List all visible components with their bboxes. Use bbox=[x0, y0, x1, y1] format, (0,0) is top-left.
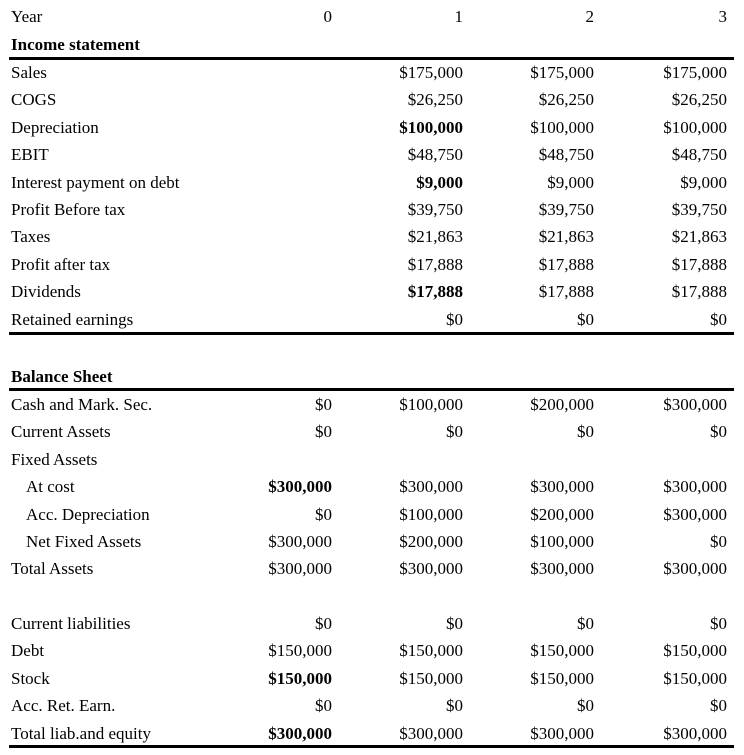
row-profit-after-tax bbox=[0, 251, 744, 278]
row-sales bbox=[0, 59, 744, 86]
acc-depreciation-year-2-value: $200,000 bbox=[530, 504, 594, 524]
debt-year-1-value: $150,000 bbox=[399, 641, 463, 661]
cogs-year-3-value: $26,250 bbox=[671, 90, 727, 110]
row-acc-ret-earn bbox=[0, 692, 744, 719]
depreciation-year-2-value: $100,000 bbox=[530, 117, 594, 137]
net-fixed-assets-year-0-value: $300,000 bbox=[268, 532, 332, 551]
dividends-year-1-value: $17,888 bbox=[407, 282, 463, 302]
year-0: 0 bbox=[323, 7, 332, 26]
total-liab-and-equity-year-3-value: $300,000 bbox=[663, 723, 727, 743]
depreciation-year-1-value: $100,000 bbox=[399, 117, 463, 137]
depreciation-year-3-value: $100,000 bbox=[663, 117, 727, 137]
dividends-label: Dividends bbox=[11, 282, 81, 302]
total-liab-and-equity-year-0-value: $300,000 bbox=[268, 723, 332, 743]
retained-earnings-year-1-value: $0 bbox=[446, 309, 463, 329]
profit-after-tax-label: Profit after tax bbox=[11, 254, 111, 274]
current-liabilities-year-2-value: $0 bbox=[577, 614, 594, 633]
current-liabilities-year-1-value: $0 bbox=[446, 614, 463, 633]
interest-payment-on-debt-year-1-value: $9,000 bbox=[416, 172, 463, 192]
total-liab-and-equity-year-2-value: $300,000 bbox=[530, 723, 594, 743]
at-cost-year-2-value: $300,000 bbox=[530, 477, 594, 497]
net-fixed-assets-year-3-value: $0 bbox=[710, 532, 727, 551]
row-cash-and-mark-sec bbox=[0, 391, 744, 418]
net-fixed-assets-year-1-value: $200,000 bbox=[399, 532, 463, 551]
row-taxes bbox=[0, 223, 744, 250]
row-current-liabilities bbox=[0, 610, 744, 637]
acc-ret-earn-year-0-value: $0 bbox=[315, 696, 332, 716]
profit-after-tax-year-1-value: $17,888 bbox=[407, 254, 463, 274]
row-at-cost bbox=[0, 473, 744, 500]
ebit-year-2-value: $48,750 bbox=[538, 145, 594, 165]
current-assets-year-2-value: $0 bbox=[577, 422, 594, 442]
income-statement-bottom-rule bbox=[9, 332, 734, 335]
total-assets-label: Total Assets bbox=[11, 559, 94, 579]
sales-year-1-value: $175,000 bbox=[399, 63, 463, 82]
cash-and-mark-sec-year-2-value: $200,000 bbox=[530, 395, 594, 414]
row-ebit bbox=[0, 141, 744, 168]
profit-before-tax-year-1-value: $39,750 bbox=[407, 200, 463, 219]
current-liabilities-label: Current liabilities bbox=[11, 614, 131, 633]
stock-label: Stock bbox=[11, 668, 50, 688]
at-cost-year-3-value: $300,000 bbox=[663, 477, 727, 497]
acc-depreciation-label: Acc. Depreciation bbox=[26, 504, 150, 524]
ebit-year-1-value: $48,750 bbox=[407, 145, 463, 165]
profit-after-tax-year-3-value: $17,888 bbox=[671, 254, 727, 274]
cash-and-mark-sec-label: Cash and Mark. Sec. bbox=[11, 395, 153, 414]
fixed-assets-label: Fixed Assets bbox=[11, 449, 98, 469]
current-assets-label: Current Assets bbox=[11, 422, 111, 442]
acc-ret-earn-label: Acc. Ret. Earn. bbox=[11, 696, 116, 716]
interest-payment-on-debt-year-3-value: $9,000 bbox=[680, 172, 727, 192]
year-header-row bbox=[0, 3, 744, 30]
row-total-assets bbox=[0, 555, 744, 582]
row-dividends bbox=[0, 278, 744, 305]
current-assets-year-0-value: $0 bbox=[315, 422, 332, 442]
profit-before-tax-label: Profit Before tax bbox=[11, 200, 126, 219]
total-assets-year-0-value: $300,000 bbox=[268, 559, 332, 579]
current-liabilities-year-0-value: $0 bbox=[315, 614, 332, 633]
row-interest-payment-on-debt bbox=[0, 169, 744, 196]
total-assets-year-2-value: $300,000 bbox=[530, 559, 594, 579]
depreciation-label: Depreciation bbox=[11, 117, 99, 137]
sales-label: Sales bbox=[11, 63, 47, 82]
retained-earnings-year-2-value: $0 bbox=[577, 309, 594, 329]
cogs-label: COGS bbox=[11, 90, 57, 110]
row-current-assets bbox=[0, 418, 744, 445]
ebit-label: EBIT bbox=[11, 145, 49, 165]
current-liabilities-year-3-value: $0 bbox=[710, 614, 727, 633]
stock-year-1-value: $150,000 bbox=[399, 668, 463, 688]
sales-year-2-value: $175,000 bbox=[530, 63, 594, 82]
debt-year-2-value: $150,000 bbox=[530, 641, 594, 661]
cash-and-mark-sec-year-0-value: $0 bbox=[315, 395, 332, 414]
at-cost-year-1-value: $300,000 bbox=[399, 477, 463, 497]
taxes-label: Taxes bbox=[11, 227, 51, 247]
acc-ret-earn-year-2-value: $0 bbox=[577, 696, 594, 716]
balance-sheet-bottom-rule bbox=[9, 745, 734, 748]
acc-depreciation-year-3-value: $300,000 bbox=[663, 504, 727, 524]
year-3: 3 bbox=[718, 7, 727, 26]
row-profit-before-tax bbox=[0, 196, 744, 223]
profit-after-tax-year-2-value: $17,888 bbox=[538, 254, 594, 274]
row-stock bbox=[0, 665, 744, 692]
cogs-year-1-value: $26,250 bbox=[407, 90, 463, 110]
row-retained-earnings bbox=[0, 306, 744, 333]
ebit-year-3-value: $48,750 bbox=[671, 145, 727, 165]
debt-year-3-value: $150,000 bbox=[663, 641, 727, 661]
debt-label: Debt bbox=[11, 641, 45, 661]
stock-year-2-value: $150,000 bbox=[530, 668, 594, 688]
profit-before-tax-year-3-value: $39,750 bbox=[671, 200, 727, 219]
at-cost-year-0-value: $300,000 bbox=[268, 477, 332, 497]
taxes-year-3-value: $21,863 bbox=[671, 227, 727, 247]
debt-year-0-value: $150,000 bbox=[268, 641, 332, 661]
interest-payment-on-debt-year-2-value: $9,000 bbox=[547, 172, 594, 192]
cogs-year-2-value: $26,250 bbox=[538, 90, 594, 110]
taxes-year-2-value: $21,863 bbox=[538, 227, 594, 247]
total-assets-year-1-value: $300,000 bbox=[399, 559, 463, 579]
interest-payment-on-debt-label: Interest payment on debt bbox=[11, 172, 180, 192]
total-assets-year-3-value: $300,000 bbox=[663, 559, 727, 579]
row-total-liab-and-equity bbox=[0, 720, 744, 747]
current-assets-year-1-value: $0 bbox=[446, 422, 463, 442]
net-fixed-assets-label: Net Fixed Assets bbox=[26, 532, 142, 551]
total-liab-and-equity-year-1-value: $300,000 bbox=[399, 723, 463, 743]
row-depreciation bbox=[0, 114, 744, 141]
dividends-year-2-value: $17,888 bbox=[538, 282, 594, 302]
acc-ret-earn-year-1-value: $0 bbox=[446, 696, 463, 716]
acc-ret-earn-year-3-value: $0 bbox=[710, 696, 727, 716]
retained-earnings-label: Retained earnings bbox=[11, 309, 134, 329]
cash-and-mark-sec-year-3-value: $300,000 bbox=[663, 395, 727, 414]
income-statement-title: Income statement bbox=[11, 35, 140, 54]
row-cogs bbox=[0, 86, 744, 113]
year-1: 1 bbox=[454, 7, 463, 26]
cash-and-mark-sec-year-1-value: $100,000 bbox=[399, 395, 463, 414]
row-debt bbox=[0, 637, 744, 664]
acc-depreciation-year-1-value: $100,000 bbox=[399, 504, 463, 524]
current-assets-year-3-value: $0 bbox=[710, 422, 727, 442]
net-fixed-assets-year-2-value: $100,000 bbox=[530, 532, 594, 551]
row-acc-depreciation bbox=[0, 501, 744, 528]
balance-sheet-title: Balance Sheet bbox=[11, 367, 113, 386]
stock-year-0-value: $150,000 bbox=[268, 668, 332, 688]
taxes-year-1-value: $21,863 bbox=[407, 227, 463, 247]
total-liab-and-equity-label: Total liab.and equity bbox=[11, 723, 151, 743]
retained-earnings-year-3-value: $0 bbox=[710, 309, 727, 329]
profit-before-tax-year-2-value: $39,750 bbox=[538, 200, 594, 219]
balance-sheet-title-row bbox=[0, 363, 744, 390]
acc-depreciation-year-0-value: $0 bbox=[315, 504, 332, 524]
year-2: 2 bbox=[585, 7, 594, 26]
row-net-fixed-assets bbox=[0, 528, 744, 555]
row-fixed-assets bbox=[0, 446, 744, 473]
dividends-year-3-value: $17,888 bbox=[671, 282, 727, 302]
income-statement-title-row bbox=[0, 31, 744, 58]
year-label: Year bbox=[11, 7, 43, 26]
stock-year-3-value: $150,000 bbox=[663, 668, 727, 688]
at-cost-label: At cost bbox=[26, 477, 75, 497]
sales-year-3-value: $175,000 bbox=[663, 63, 727, 82]
